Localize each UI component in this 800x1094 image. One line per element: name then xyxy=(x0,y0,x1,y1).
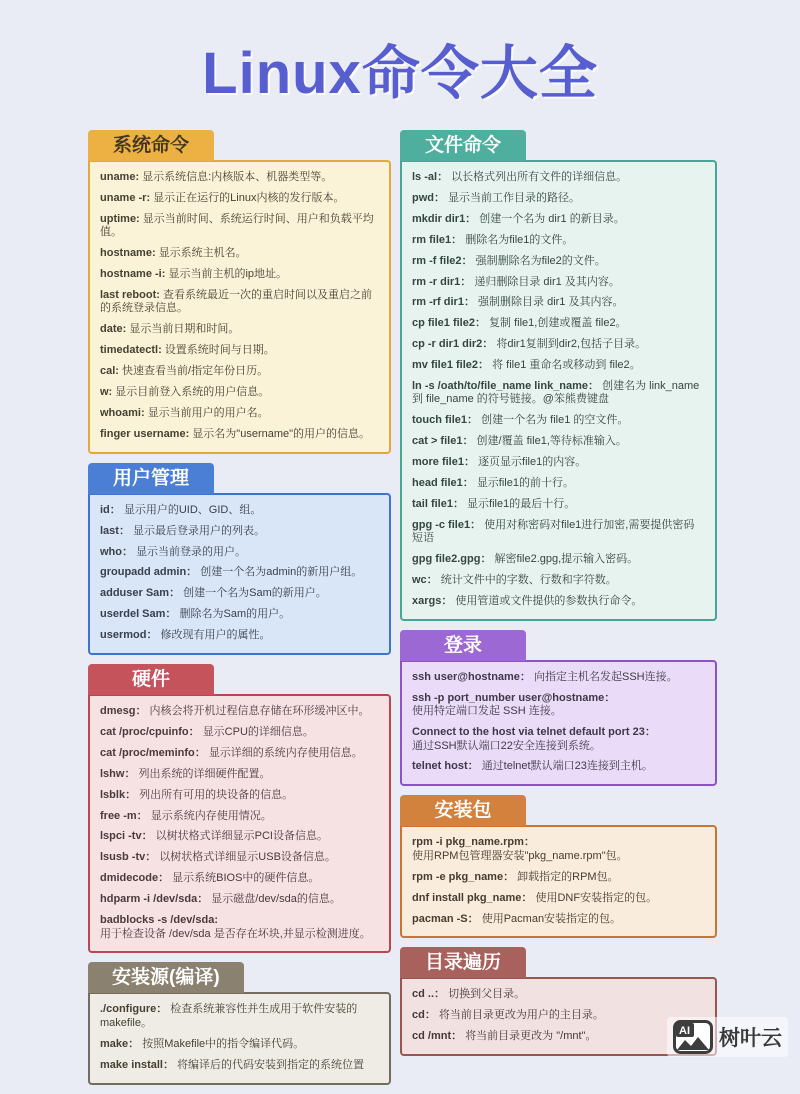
command-entry xyxy=(412,498,705,511)
command-entry xyxy=(100,289,379,316)
command-entry xyxy=(412,192,705,205)
command-text: free -m： xyxy=(100,809,148,822)
description-text: 删除名为Sam的用户。 xyxy=(179,608,291,621)
section-tab-compile: 安装源(编译) xyxy=(88,962,244,993)
command-text: tail file1： xyxy=(412,498,464,510)
command-text: hostname -i: xyxy=(100,268,166,281)
command-entry xyxy=(412,338,705,351)
description-text: 创建一个名为admin的新用户组。 xyxy=(200,566,363,579)
command-entry xyxy=(412,871,705,884)
description-text: 将当前目录更改为用户的主目录。 xyxy=(438,1009,604,1022)
description-text: 使用DNF安装指定的包。 xyxy=(535,891,658,904)
content-columns xyxy=(88,130,717,1094)
description-text: 用于检查设备 /dev/sda 是否存在坏块,并显示检测进度。 xyxy=(100,927,371,940)
section-tab-file: 文件命令 xyxy=(400,130,526,161)
description-text: 切换到父目录。 xyxy=(448,988,526,1001)
command-entry xyxy=(100,747,379,760)
description-text: 创建一个名为 dir1 的新目录。 xyxy=(479,212,625,225)
section-user xyxy=(88,463,391,655)
command-entry xyxy=(100,768,379,781)
command-text: usermod： xyxy=(100,629,158,642)
description-text: 列出系统的详细硬件配置。 xyxy=(138,767,271,780)
command-text: timedatectl: xyxy=(100,344,162,357)
command-text: badblocks -s /dev/sda: xyxy=(100,914,218,927)
description-text: 显示系统信息:内核版本、机器类型等。 xyxy=(142,171,333,183)
description-text: 显示详细的系统内存使用信息。 xyxy=(208,746,363,759)
description-text: 显示file1的最后十行。 xyxy=(467,498,576,510)
section-tab-hardware: 硬件 xyxy=(88,664,214,695)
section-body-user xyxy=(88,493,391,655)
description-text: 显示CPU的详细信息。 xyxy=(202,725,314,738)
command-text: make install： xyxy=(100,1058,174,1071)
command-entry xyxy=(100,830,379,843)
command-entry xyxy=(100,789,379,802)
description-text: 创建/覆盖 file1,等待标准输入。 xyxy=(476,435,627,448)
description-text: 使用Pacman安装指定的包。 xyxy=(481,912,622,925)
description-text: 显示系统BIOS中的硬件信息。 xyxy=(172,872,320,885)
command-text: ./configure： xyxy=(100,1003,168,1016)
command-entry xyxy=(100,504,379,517)
command-text: uname: xyxy=(100,171,140,183)
description-text: 通过SSH默认端口22安全连接到系统。 xyxy=(412,739,601,752)
command-entry xyxy=(412,477,705,490)
command-entry xyxy=(412,574,705,587)
description-text: 创建名为 link_name 到 file_name 的符号链接。@笨熊费键盘 xyxy=(412,380,700,406)
section-tab-package: 安装包 xyxy=(400,795,526,826)
description-text: 显示file1的前十行。 xyxy=(476,477,574,490)
section-tab-user: 用户管理 xyxy=(88,463,214,494)
section-tab-login: 登录 xyxy=(400,630,526,661)
description-text: 快速查看当前/指定年份日历。 xyxy=(122,365,269,378)
command-entry xyxy=(100,323,379,336)
command-entry xyxy=(412,296,705,309)
command-text: adduser Sam： xyxy=(100,587,181,600)
description-text: 修改现有用户的属性。 xyxy=(160,629,271,642)
command-text: head file1： xyxy=(412,477,474,490)
command-text: xargs： xyxy=(412,595,453,608)
command-text: groupadd admin： xyxy=(100,566,198,579)
command-entry xyxy=(412,913,705,926)
svg-text:AI: AI xyxy=(679,1025,690,1037)
watermark xyxy=(667,1017,788,1057)
command-text: rpm -e pkg_name： xyxy=(412,870,515,883)
command-text: whoami: xyxy=(100,406,145,419)
description-text: 显示目前登入系统的用户信息。 xyxy=(115,385,270,398)
section-tab-system: 系统命令 xyxy=(88,130,214,161)
command-entry xyxy=(412,726,705,753)
description-text: 强制删除目录 dir1 及其内容。 xyxy=(478,296,624,309)
command-entry xyxy=(412,760,705,773)
command-entry xyxy=(100,525,379,538)
description-text: 以树状格式详细显示USB设备信息。 xyxy=(159,851,336,864)
command-entry xyxy=(100,810,379,823)
command-text: w: xyxy=(100,385,113,398)
command-text: cat > file1： xyxy=(412,435,474,448)
command-text: cp -r dir1 dir2： xyxy=(412,338,494,351)
description-text: 显示当前登录的用户。 xyxy=(136,545,247,558)
description-text: 显示当前用户的用户名。 xyxy=(147,406,269,419)
description-text: 内核会将开机过程信息存储在环形缓冲区中。 xyxy=(149,705,370,718)
command-text: rm file1： xyxy=(412,233,463,246)
command-entry xyxy=(412,553,705,566)
command-text: cd /mnt： xyxy=(412,1030,463,1043)
description-text: 将编译后的代码安装到指定的系统位置 xyxy=(177,1058,365,1071)
command-entry xyxy=(100,893,379,906)
section-login xyxy=(400,630,717,786)
command-text: hostname: xyxy=(100,247,156,260)
command-entry xyxy=(412,234,705,247)
command-entry xyxy=(100,726,379,739)
left-column xyxy=(88,130,391,1094)
command-entry xyxy=(100,546,379,559)
command-entry xyxy=(100,213,379,240)
command-text: wc： xyxy=(412,574,438,587)
command-text: lspci -tv： xyxy=(100,830,153,843)
description-text: 创建一个名为Sam的新用户。 xyxy=(183,587,327,600)
description-text: 解密file2.gpg,提示输入密码。 xyxy=(494,553,639,566)
command-entry xyxy=(412,435,705,448)
command-text: mv file1 file2： xyxy=(412,359,490,372)
command-text: touch file1： xyxy=(412,414,479,427)
command-entry xyxy=(412,414,705,427)
description-text: 递归删除目录 dir1 及其内容。 xyxy=(474,275,620,288)
description-text: 显示系统主机名。 xyxy=(158,247,247,260)
command-text: ssh user@hostname： xyxy=(412,670,531,683)
section-system xyxy=(88,130,391,454)
command-text: mkdir dir1： xyxy=(412,212,477,225)
description-text: 显示当前工作目录的路径。 xyxy=(448,191,581,204)
description-text: 将dir1复制到dir2,包括子目录。 xyxy=(496,338,647,351)
description-text: 显示当前时间、系统运行时间、用户和负载平均值。 xyxy=(100,212,374,239)
command-entry xyxy=(100,192,379,205)
command-text: rm -r dir1： xyxy=(412,275,472,288)
command-text: lsblk： xyxy=(100,788,137,801)
command-text: uptime: xyxy=(100,212,140,225)
command-entry xyxy=(100,705,379,718)
section-body-file xyxy=(400,160,717,621)
command-entry xyxy=(100,566,379,579)
command-entry xyxy=(412,892,705,905)
command-text: last： xyxy=(100,524,130,537)
command-entry xyxy=(412,988,705,1001)
command-entry xyxy=(412,519,705,546)
command-entry xyxy=(412,692,705,719)
command-entry xyxy=(412,359,705,372)
command-text: id： xyxy=(100,503,121,516)
section-package xyxy=(400,795,717,938)
command-entry xyxy=(100,608,379,621)
command-text: userdel Sam： xyxy=(100,608,177,621)
command-entry xyxy=(100,851,379,864)
description-text: 显示最后登录用户的列表。 xyxy=(133,524,266,537)
command-text: uname -r: xyxy=(100,191,151,204)
description-text: 显示系统内存使用情况。 xyxy=(150,809,272,822)
description-text: 按照Makefile中的指令编译代码。 xyxy=(142,1037,305,1050)
command-entry xyxy=(100,344,379,357)
command-text: dmidecode： xyxy=(100,872,170,885)
command-entry xyxy=(100,386,379,399)
command-entry xyxy=(412,456,705,469)
command-entry xyxy=(100,1038,379,1051)
description-text: 创建一个名为 file1 的空文件。 xyxy=(481,414,629,427)
command-entry xyxy=(100,268,379,281)
command-entry xyxy=(412,276,705,289)
command-entry xyxy=(412,380,705,407)
command-entry xyxy=(412,595,705,608)
command-text: ln -s /oath/to/file_name link_name： xyxy=(412,380,600,393)
command-text: cat /proc/meminfo： xyxy=(100,746,206,759)
ai-image-icon xyxy=(673,1020,713,1054)
description-text: 检查系统兼容性并生成用于软件安装的makefile。 xyxy=(100,1003,358,1029)
command-entry xyxy=(412,171,705,184)
description-text: 使用RPM包管理器安装"pkg_name.rpm"包。 xyxy=(412,849,628,862)
command-text: date: xyxy=(100,323,127,336)
page-title: Linux命令大全 xyxy=(202,41,598,106)
description-text: 显示用户的UID、GID、组。 xyxy=(123,503,262,516)
command-entry xyxy=(100,629,379,642)
section-body-login xyxy=(400,660,717,786)
command-entry xyxy=(100,587,379,600)
command-text: cp file1 file2： xyxy=(412,317,486,330)
command-text: Connect to the host via telnet default port 23： xyxy=(412,726,656,739)
command-text: more file1： xyxy=(412,456,475,469)
description-text: 显示当前日期和时间。 xyxy=(129,323,240,336)
command-entry xyxy=(412,1030,705,1043)
command-text: rpm -i pkg_name.rpm： xyxy=(412,836,535,849)
command-text: gpg file2.gpg： xyxy=(412,553,492,566)
section-file xyxy=(400,130,717,621)
command-text: cd： xyxy=(412,1009,436,1022)
command-entry xyxy=(100,171,379,184)
section-compile xyxy=(88,962,391,1084)
description-text: 向指定主机名发起SSH连接。 xyxy=(534,670,678,683)
command-text: cal: xyxy=(100,365,119,378)
section-body-compile xyxy=(88,992,391,1084)
command-text: lsusb -tv： xyxy=(100,851,157,864)
description-text: 通过telnet默认端口23连接到主机。 xyxy=(481,760,653,773)
description-text: 将当前目录更改为 "/mnt"。 xyxy=(465,1030,597,1043)
description-text: 列出所有可用的块设备的信息。 xyxy=(139,788,294,801)
command-text: dnf install pkg_name： xyxy=(412,891,533,904)
description-text: 以树状格式详细显示PCI设备信息。 xyxy=(155,830,328,843)
description-text: 使用对称密码对file1进行加密,需要提供密码短语 xyxy=(412,518,695,545)
command-text: pacman -S： xyxy=(412,912,479,925)
command-entry xyxy=(100,1003,379,1030)
command-entry xyxy=(100,914,379,941)
section-body-package xyxy=(400,825,717,938)
command-text: hdparm -i /dev/sda： xyxy=(100,893,209,906)
watermark-label: 树叶云 xyxy=(719,1027,782,1050)
command-entry xyxy=(412,836,705,863)
description-text: 显示磁盘/dev/sda的信息。 xyxy=(211,893,341,906)
command-entry xyxy=(412,213,705,226)
command-text: make： xyxy=(100,1037,140,1050)
description-text: 将 file1 重命名或移动到 file2。 xyxy=(492,359,641,372)
command-text: last reboot: xyxy=(100,288,160,301)
command-entry xyxy=(100,872,379,885)
command-text: cat /proc/cpuinfo： xyxy=(100,725,200,738)
right-column xyxy=(400,130,717,1065)
command-entry xyxy=(412,255,705,268)
description-text: 使用特定端口发起 SSH 连接。 xyxy=(412,705,562,718)
description-text: 设置系统时间与日期。 xyxy=(164,344,275,357)
command-entry xyxy=(100,1059,379,1072)
description-text: 删除名为file1的文件。 xyxy=(465,233,574,246)
section-body-hardware xyxy=(88,694,391,953)
command-entry xyxy=(412,671,705,684)
command-text: dmesg： xyxy=(100,705,147,718)
description-text: 显示当前主机的ip地址。 xyxy=(168,268,288,281)
command-text: who： xyxy=(100,545,133,558)
command-text: telnet host： xyxy=(412,760,479,773)
command-text: pwd： xyxy=(412,191,445,204)
command-text: rm -f file2： xyxy=(412,254,473,267)
description-text: 卸载指定的RPM包。 xyxy=(517,870,619,883)
description-text: 统计文件中的字数、行数和字符数。 xyxy=(440,574,617,587)
description-text: 查看系统最近一次的重启时间以及重启之前的系统登录信息。 xyxy=(100,288,372,315)
description-text: 显示正在运行的Linux内核的发行版本。 xyxy=(153,191,345,204)
description-text: 复制 file1,创建或覆盖 file2。 xyxy=(489,317,627,330)
description-text: 强制删除名为file2的文件。 xyxy=(475,254,606,267)
section-hardware xyxy=(88,664,391,953)
description-text: 以长格式列出所有文件的详细信息。 xyxy=(451,171,628,183)
command-text: rm -rf dir1： xyxy=(412,296,475,309)
command-text: cd ..： xyxy=(412,988,446,1001)
command-entry xyxy=(100,247,379,260)
section-body-system xyxy=(88,160,391,454)
section-tab-dirnav: 目录遍历 xyxy=(400,947,526,978)
command-entry xyxy=(412,1009,705,1022)
command-text: finger username: xyxy=(100,427,190,440)
description-text: 使用管道或文件提供的参数执行命令。 xyxy=(455,595,643,608)
command-entry xyxy=(100,407,379,420)
description-text: 逐页显示file1的内容。 xyxy=(478,456,587,469)
command-entry xyxy=(412,317,705,330)
command-entry xyxy=(100,428,379,441)
command-text: ls -al： xyxy=(412,171,449,183)
command-text: gpg -c file1： xyxy=(412,518,482,531)
command-entry xyxy=(100,365,379,378)
description-text: 显示名为"username"的用户的信息。 xyxy=(192,427,371,440)
command-text: ssh -p port_number user@hostname： xyxy=(412,691,616,704)
command-text: lshw： xyxy=(100,767,136,780)
